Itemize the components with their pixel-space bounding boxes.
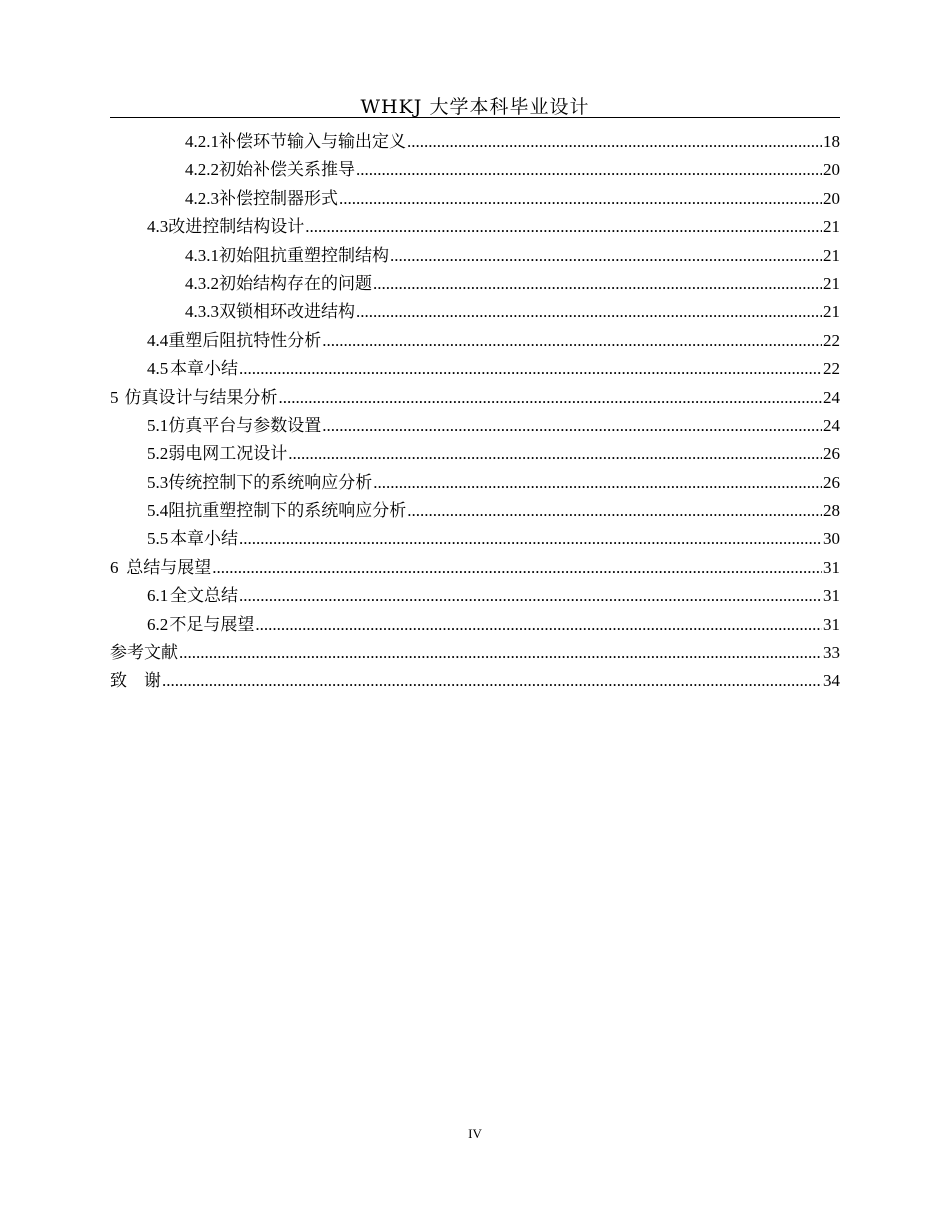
toc-entry-title: 改进控制结构设计 (168, 217, 305, 237)
toc-entry-number: 4.3 (147, 217, 169, 237)
toc-entry-title: 仿真平台与参数设置 (168, 415, 322, 435)
toc-entry[interactable] (110, 639, 840, 667)
toc-entry-page: 31 (823, 586, 840, 606)
toc-entry-number: 6 (110, 557, 119, 577)
toc-dot-leader (339, 185, 822, 213)
toc-entry-number: 4.4 (147, 330, 169, 350)
toc-entry-number: 5.3 (147, 472, 169, 492)
toc-dot-leader (255, 611, 822, 639)
toc-entry-title: 初始结构存在的问题 (219, 273, 372, 293)
toc-entry[interactable] (110, 270, 840, 298)
toc-entry[interactable] (110, 440, 840, 468)
toc-entry-number: 4.5 (147, 359, 169, 379)
toc-entry-page: 20 (823, 160, 840, 180)
header-title: WHKJ 大学本科毕业设计 (360, 96, 590, 118)
toc-entry-page: 33 (823, 643, 840, 663)
toc-entry[interactable] (110, 384, 840, 412)
toc-entry-title: 全文总结 (170, 586, 239, 606)
toc-entry-number: 4.2.1 (185, 132, 219, 151)
toc-entry-page: 21 (823, 217, 840, 237)
toc-entry-number: 4.2.3 (185, 188, 219, 208)
page-header (110, 92, 840, 118)
toc-entry-title: 传统控制下的系统响应分析 (168, 472, 373, 492)
toc-entry-page: 21 (823, 302, 840, 322)
toc-entry[interactable] (110, 412, 840, 440)
toc-entry-title: 初始阻抗重塑控制结构 (219, 245, 389, 265)
toc-entry[interactable] (110, 667, 840, 695)
toc-entry-number: 5.2 (147, 444, 169, 464)
toc-entry-number: 4.2.2 (185, 160, 219, 180)
toc-entry[interactable] (110, 298, 840, 326)
toc-entry-title: 阻抗重塑控制下的系统响应分析 (168, 501, 407, 521)
toc-entry-title: 参考文献 (110, 643, 178, 663)
toc-dot-leader (373, 270, 822, 298)
toc-entry-title: 本章小结 (170, 359, 239, 379)
toc-dot-leader (356, 298, 822, 326)
toc-entry-number: 4.3.1 (185, 245, 219, 265)
toc-dot-leader (373, 469, 822, 497)
toc-entry-number: 6.2 (147, 614, 169, 634)
toc-dot-leader (407, 497, 822, 525)
toc-entry[interactable] (110, 582, 840, 610)
toc-entry-page: 26 (823, 444, 840, 464)
toc-dot-leader (322, 412, 822, 440)
toc-entry-page: 18 (823, 132, 840, 151)
toc-dot-leader (179, 639, 822, 667)
toc-entry-title: 重塑后阻抗特性分析 (168, 330, 322, 350)
toc-entry[interactable] (110, 497, 840, 525)
toc-dot-leader (239, 355, 822, 383)
toc-dot-leader (288, 440, 822, 468)
toc-dot-leader (162, 667, 822, 695)
toc-entry[interactable] (110, 611, 840, 639)
toc-entry[interactable] (110, 185, 840, 213)
toc-entry-page: 21 (823, 245, 840, 265)
toc-entry-page: 30 (823, 529, 840, 549)
toc-entry-page: 20 (823, 188, 840, 208)
toc-dot-leader (239, 525, 822, 553)
toc-entry[interactable] (110, 242, 840, 270)
toc-entry-title: 补偿控制器形式 (219, 188, 338, 208)
toc-entry-page: 24 (823, 387, 840, 407)
toc-entry-title: 补偿环节输入与输出定义 (219, 132, 406, 151)
toc-entry[interactable] (110, 554, 840, 582)
toc-entry-number: 5.4 (147, 501, 169, 521)
toc-entry[interactable] (110, 355, 840, 383)
toc-entry-page: 22 (823, 359, 840, 379)
toc-entry[interactable] (110, 128, 840, 156)
toc-entry-title: 初始补偿关系推导 (219, 160, 355, 180)
toc-entry-number: 4.3.3 (185, 302, 219, 322)
toc-entry-number: 5 (110, 387, 119, 407)
toc-entry-page: 21 (823, 273, 840, 293)
toc-entry-title: 不足与展望 (169, 614, 255, 634)
toc-entry-number: 4.3.2 (185, 273, 219, 293)
toc-entry[interactable] (110, 213, 840, 241)
toc-entry-number: 5.1 (147, 415, 169, 435)
toc-dot-leader (305, 213, 822, 241)
toc-entry-title: 弱电网工况设计 (168, 444, 288, 464)
toc-entry-page: 34 (823, 671, 840, 691)
page-number-footer: IV (468, 1126, 482, 1141)
toc-entry-title: 致 谢 (110, 671, 161, 691)
toc-entry[interactable] (110, 469, 840, 497)
toc-entry-number: 5.5 (147, 529, 169, 549)
toc-dot-leader (239, 582, 822, 610)
table-of-contents (110, 128, 840, 696)
toc-entry-title: 仿真设计与结果分析 (124, 387, 278, 407)
toc-entry-page: 24 (823, 415, 840, 435)
toc-entry-page: 31 (823, 614, 840, 634)
toc-dot-leader (407, 128, 822, 156)
toc-entry-number: 6.1 (147, 586, 169, 606)
toc-dot-leader (212, 554, 822, 582)
toc-entry-page: 28 (823, 501, 840, 521)
toc-entry-title: 双锁相环改进结构 (219, 302, 355, 322)
toc-dot-leader (322, 327, 822, 355)
toc-entry-title: 本章小结 (170, 529, 239, 549)
toc-entry-page: 22 (823, 330, 840, 350)
toc-entry-page: 26 (823, 472, 840, 492)
toc-dot-leader (390, 242, 822, 270)
toc-entry-title: 总结与展望 (126, 557, 212, 577)
toc-entry[interactable] (110, 327, 840, 355)
toc-dot-leader (278, 384, 822, 412)
toc-entry[interactable] (110, 156, 840, 184)
toc-entry-page: 31 (823, 557, 840, 577)
toc-entry[interactable] (110, 525, 840, 553)
toc-dot-leader (356, 156, 822, 184)
